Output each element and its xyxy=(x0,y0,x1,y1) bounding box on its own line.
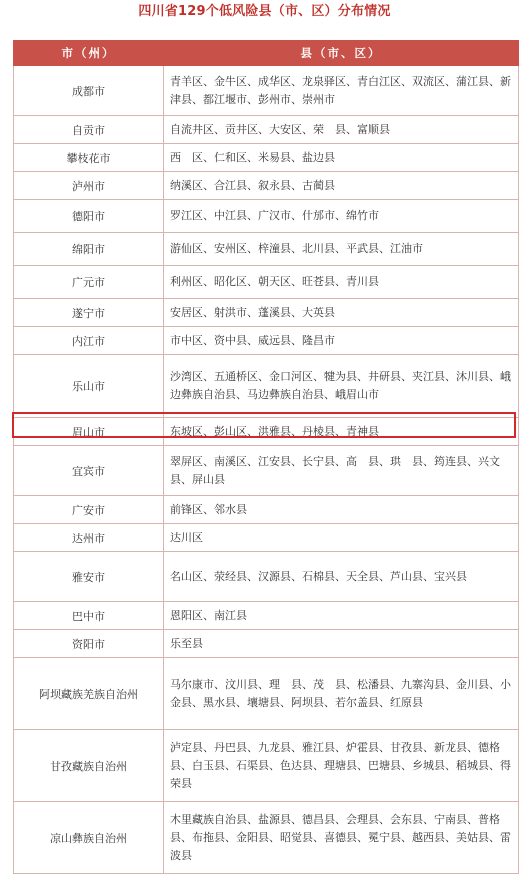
district-table xyxy=(13,40,519,874)
city-cell: 达州市 xyxy=(14,524,164,552)
header-counties: 县（市、区） xyxy=(164,41,519,66)
table-row xyxy=(14,116,519,144)
counties-cell: 木里藏族自治县、盐源县、德昌县、会理县、会东县、宁南县、普格县、布拖县、金阳县、昭觉县、喜德县、冕宁县、越西县、美姑县、雷波县 xyxy=(164,802,519,874)
counties-cell: 马尔康市、汶川县、理 县、茂 县、松潘县、九寨沟县、金川县、小金县、黑水县、壤塘县、阿坝县、若尔盖县、红原县 xyxy=(164,658,519,730)
city-cell: 遂宁市 xyxy=(14,299,164,327)
counties-cell: 翠屏区、南溪区、江安县、长宁县、高 县、珙 县、筠连县、兴文县、屏山县 xyxy=(164,446,519,496)
counties-cell: 达川区 xyxy=(164,524,519,552)
city-cell: 阿坝藏族羌族自治州 xyxy=(14,658,164,730)
city-cell: 资阳市 xyxy=(14,630,164,658)
counties-cell: 沙湾区、五通桥区、金口河区、犍为县、井研县、夹江县、沐川县、峨边彝族自治县、马边彝族自治县、峨眉山市 xyxy=(164,355,519,418)
table-row xyxy=(14,299,519,327)
counties-cell: 利州区、昭化区、朝天区、旺苍县、青川县 xyxy=(164,266,519,299)
counties-cell: 纳溪区、合江县、叙永县、古蔺县 xyxy=(164,172,519,200)
city-cell: 凉山彝族自治州 xyxy=(14,802,164,874)
counties-cell: 游仙区、安州区、梓潼县、北川县、平武县、江油市 xyxy=(164,233,519,266)
counties-cell: 名山区、荥经县、汉源县、石棉县、天全县、芦山县、宝兴县 xyxy=(164,552,519,602)
table-row xyxy=(14,233,519,266)
city-cell: 宜宾市 xyxy=(14,446,164,496)
table-row xyxy=(14,418,519,446)
table-row xyxy=(14,658,519,730)
table-row xyxy=(14,200,519,233)
counties-cell: 乐至县 xyxy=(164,630,519,658)
table-row xyxy=(14,730,519,802)
city-cell: 德阳市 xyxy=(14,200,164,233)
page-title: 四川省129个低风险县（市、区）分布情况 xyxy=(138,4,391,19)
table-row xyxy=(14,327,519,355)
city-cell: 泸州市 xyxy=(14,172,164,200)
table-header-row xyxy=(14,41,519,66)
table-row xyxy=(14,66,519,116)
counties-cell: 西 区、仁和区、米易县、盐边县 xyxy=(164,144,519,172)
table-row xyxy=(14,144,519,172)
table-row xyxy=(14,355,519,418)
table-row xyxy=(14,496,519,524)
table-row xyxy=(14,172,519,200)
table-row xyxy=(14,266,519,299)
city-cell: 雅安市 xyxy=(14,552,164,602)
city-cell: 绵阳市 xyxy=(14,233,164,266)
counties-cell: 自流井区、贡井区、大安区、荣 县、富顺县 xyxy=(164,116,519,144)
city-cell: 广安市 xyxy=(14,496,164,524)
counties-cell: 泸定县、丹巴县、九龙县、雅江县、炉霍县、甘孜县、新龙县、德格县、白玉县、石渠县、色达县、理塘县、巴塘县、乡城县、稻城县、得荣县 xyxy=(164,730,519,802)
counties-cell: 青羊区、金牛区、成华区、龙泉驿区、青白江区、双流区、蒲江县、新津县、都江堰市、彭州市、崇州市 xyxy=(164,66,519,116)
city-cell: 成都市 xyxy=(14,66,164,116)
counties-cell: 罗江区、中江县、广汉市、什邡市、绵竹市 xyxy=(164,200,519,233)
city-cell: 自贡市 xyxy=(14,116,164,144)
city-cell: 广元市 xyxy=(14,266,164,299)
table-row xyxy=(14,630,519,658)
counties-cell: 市中区、资中县、威远县、隆昌市 xyxy=(164,327,519,355)
city-cell: 内江市 xyxy=(14,327,164,355)
city-cell: 巴中市 xyxy=(14,602,164,630)
table-row xyxy=(14,602,519,630)
city-cell: 眉山市 xyxy=(14,418,164,446)
counties-cell: 安居区、射洪市、蓬溪县、大英县 xyxy=(164,299,519,327)
counties-cell: 前锋区、邻水县 xyxy=(164,496,519,524)
city-cell: 甘孜藏族自治州 xyxy=(14,730,164,802)
table-row xyxy=(14,524,519,552)
table-row xyxy=(14,446,519,496)
city-cell: 乐山市 xyxy=(14,355,164,418)
city-cell: 攀枝花市 xyxy=(14,144,164,172)
table-row xyxy=(14,552,519,602)
counties-cell: 东坡区、彭山区、洪雅县、丹棱县、青神县 xyxy=(164,418,519,446)
counties-cell: 恩阳区、南江县 xyxy=(164,602,519,630)
header-city: 市（州） xyxy=(14,41,164,66)
